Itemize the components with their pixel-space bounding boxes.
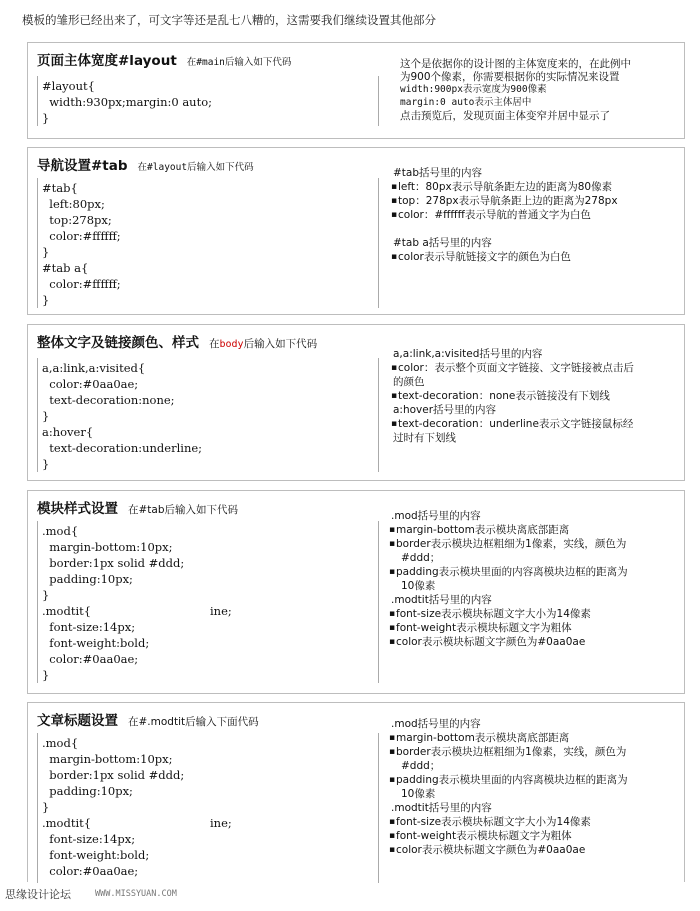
code-overlay: ine; xyxy=(210,604,232,618)
section-layout-panel xyxy=(27,42,685,139)
code-line: color:#ffffff; xyxy=(42,229,121,243)
code-line: margin-bottom:10px; xyxy=(42,540,173,554)
code-line: a,a:link,a:visited{ xyxy=(42,361,146,375)
code-line: font-size:14px; xyxy=(42,832,136,846)
code-line: } xyxy=(42,111,50,125)
section-note: 在#.modtit后输入下面代码 xyxy=(128,716,259,728)
note-bullet: ▪ color表示导航链接文字的颜色为白色 xyxy=(393,250,571,264)
section-title: 导航设置#tab 在#layout后输入如下代码 xyxy=(37,158,254,174)
section-links-panel xyxy=(27,324,685,481)
note-bullet: ▪ font-size表示模块标题文字大小为14像素 xyxy=(391,607,591,621)
code-line: padding:10px; xyxy=(42,784,133,798)
code-block xyxy=(37,358,379,472)
section-note: 在#layout后输入如下代码 xyxy=(137,162,254,173)
explanation-notes xyxy=(400,57,680,129)
note-bullet: ▪ margin-bottom表示模块离底部距离 xyxy=(391,731,569,745)
code-line: .modtit{ xyxy=(42,604,92,618)
code-line: text-decoration:underline; xyxy=(42,441,203,455)
code-line: color:#0aa0ae; xyxy=(42,377,139,391)
code-line: font-weight:bold; xyxy=(42,848,150,862)
note-bullet: ▪ font-weight表示模块标题文字为粗体 xyxy=(391,621,572,635)
section-title: 整体文字及链接颜色、样式 在body后输入如下代码 xyxy=(37,335,318,351)
note-line: .mod括号里的内容 xyxy=(391,510,481,522)
note-bullet: ▪ border表示模块边框粗细为1像素，实线，颜色为 xyxy=(391,745,626,759)
note-bullet: ▪ color表示模块标题文字颜色为#0aa0ae xyxy=(391,635,585,649)
code-line: .mod{ xyxy=(42,524,79,538)
note-bullet: ▪ color表示模块标题文字颜色为#0aa0ae xyxy=(391,843,585,857)
note-line: width:900px表示宽度为900像素 xyxy=(400,84,547,95)
code-line: margin-bottom:10px; xyxy=(42,752,173,766)
note-bullet: ▪ padding表示模块里面的内容离模块边框的距离为 xyxy=(391,565,628,579)
section-note: 在#tab后输入如下代码 xyxy=(128,504,239,516)
code-overlay: ine; xyxy=(210,816,232,830)
code-line: font-size:14px; xyxy=(42,620,136,634)
code-block xyxy=(37,76,379,126)
code-line: } xyxy=(42,245,50,259)
explanation-notes xyxy=(393,347,683,447)
watermark-site-url: WWW.MISSYUAN.COM xyxy=(95,889,177,899)
code-line: #tab{ xyxy=(42,181,78,195)
code-line: .modtit{ xyxy=(42,816,92,830)
code-line: } xyxy=(42,409,50,423)
code-line: } xyxy=(42,293,50,307)
code-line: color:#ffffff; xyxy=(42,277,121,291)
note-line: 为900个像素，你需要根据你的实际情况来设置 xyxy=(400,71,620,83)
code-block xyxy=(37,521,379,683)
section-title: 文章标题设置 在#.modtit后输入下面代码 xyxy=(37,713,259,729)
note-bullet: ▪ border表示模块边框粗细为1像素，实线，颜色为 xyxy=(391,537,626,551)
note-line: 10像素 xyxy=(401,580,436,592)
section-module-panel xyxy=(27,490,685,694)
note-line: a,a:link,a:visited括号里的内容 xyxy=(393,348,543,360)
code-line: a:hover{ xyxy=(42,425,94,439)
note-bullet: ▪ font-size表示模块标题文字大小为14像素 xyxy=(391,815,591,829)
note-line: #ddd； xyxy=(401,760,441,772)
note-bullet: ▪ color：#ffffff表示导航的普通文字为白色 xyxy=(393,208,591,222)
explanation-notes xyxy=(391,509,683,657)
code-line: border:1px solid #ddd; xyxy=(42,556,185,570)
note-bullet: ▪ padding表示模块里面的内容离模块边框的距离为 xyxy=(391,773,628,787)
code-line: #layout{ xyxy=(42,79,95,93)
note-line: .modtit括号里的内容 xyxy=(391,802,492,814)
intro-text: 模板的雏形已经出来了，可文字等还是乱七八糟的，这需要我们继续设置其他部分 xyxy=(22,13,436,27)
note-line: .mod括号里的内容 xyxy=(391,718,481,730)
watermark-site-name: 思缘设计论坛 xyxy=(5,888,71,901)
note-line: 的颜色 xyxy=(393,376,425,388)
section-note: 在#main后输入如下代码 xyxy=(186,57,292,68)
code-line: } xyxy=(42,668,50,682)
section-note: 在body后输入如下代码 xyxy=(209,338,318,350)
note-bullet: ▪ text-decoration：underline表示文字链接鼠标经 xyxy=(393,417,633,431)
note-line: a:hover括号里的内容 xyxy=(393,404,497,416)
code-line: width:930px;margin:0 auto; xyxy=(42,95,213,109)
code-line: text-decoration:none; xyxy=(42,393,175,407)
note-line: #tab a括号里的内容 xyxy=(393,237,492,249)
explanation-notes xyxy=(391,717,683,865)
note-line: 10像素 xyxy=(401,788,436,800)
code-line: color:#0aa0ae; xyxy=(42,864,139,878)
note-bullet: ▪ margin-bottom表示模块离底部距离 xyxy=(391,523,569,537)
note-bullet: ▪ left：80px表示导航条距左边的距离为80像素 xyxy=(393,180,612,194)
code-line: } xyxy=(42,800,50,814)
code-line: padding:10px; xyxy=(42,572,133,586)
note-line: #ddd； xyxy=(401,552,441,564)
section-tab-panel xyxy=(27,147,685,315)
code-block xyxy=(37,733,379,883)
section-title-panel xyxy=(27,702,685,882)
code-line: font-weight:bold; xyxy=(42,636,150,650)
code-block xyxy=(37,178,379,308)
note-line: 过时有下划线 xyxy=(393,432,456,444)
note-line: #tab括号里的内容 xyxy=(393,167,483,179)
code-line: left:80px; xyxy=(42,197,105,211)
code-line: } xyxy=(42,457,50,471)
section-title: 模块样式设置 在#tab后输入如下代码 xyxy=(37,501,239,517)
note-bullet: ▪ color：表示整个页面文字链接、文字链接被点击后 xyxy=(393,361,634,375)
section-title: 页面主体宽度#layout 在#main后输入如下代码 xyxy=(37,53,292,69)
code-line: top:278px; xyxy=(42,213,112,227)
note-line: .modtit括号里的内容 xyxy=(391,594,492,606)
code-line: border:1px solid #ddd; xyxy=(42,768,185,782)
explanation-notes xyxy=(393,166,681,270)
code-line: #tab a{ xyxy=(42,261,89,275)
note-line: 这个是依据你的设计图的主体宽度来的，在此例中 xyxy=(400,58,631,70)
note-line: margin:0 auto表示主体居中 xyxy=(400,97,532,108)
code-line: .mod{ xyxy=(42,736,79,750)
note-bullet: ▪ top：278px表示导航条距上边的距离为278px xyxy=(393,194,618,208)
note-bullet: ▪ font-weight表示模块标题文字为粗体 xyxy=(391,829,572,843)
code-line: } xyxy=(42,588,50,602)
code-line: color:#0aa0ae; xyxy=(42,652,139,666)
note-bullet: ▪ text-decoration：none表示链接没有下划线 xyxy=(393,389,610,403)
note-line: 点击预览后，发现页面主体变窄并居中显示了 xyxy=(400,110,610,122)
